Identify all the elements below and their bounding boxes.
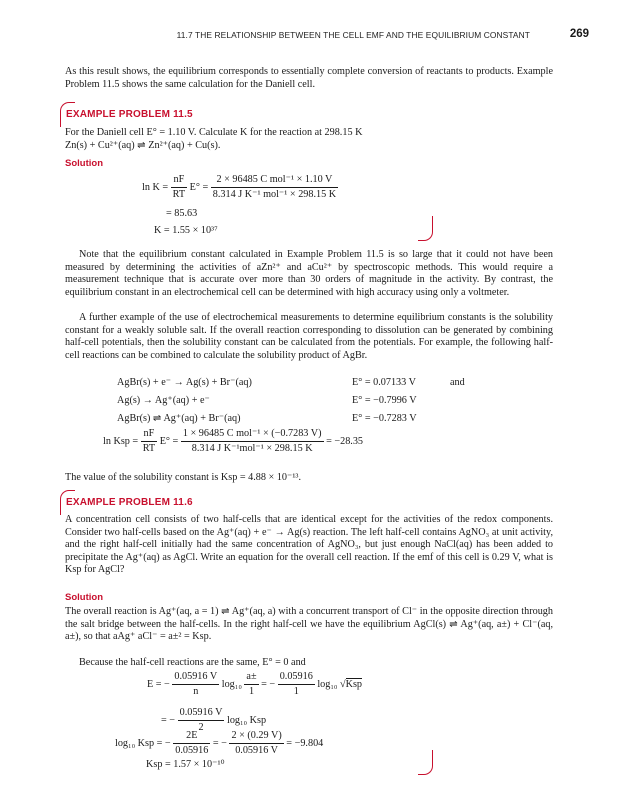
fraction-nf-rt: $\frac{nF}{RT}$: [172, 174, 186, 200]
example-11-6-problem: A concentration cell consists of two half-cells that are identical except for the activities of the redox components. Consider two half-cells based on the Ag⁺(aq) + e⁻ → Ag(s) reaction. The left half-cell contains AgNO₃ at unit activity, and the right half-cell initially had the same concentration of AgNO₃, but just enough NaCl(aq) has been added to precipitate the Ag⁺(aq) as AgCl. Write an equation for the overall cell reaction. If the emf of this cell is 0.29 V, what is Ksp for AgCl?: [65, 514, 553, 576]
equation-k-value: K = 1.55 × 10³⁷: [154, 225, 218, 236]
equation-ln-k: [142, 174, 338, 201]
halfcell-reaction: Ag(s) → Ag⁺(aq) + e⁻: [117, 395, 210, 406]
equation-ln-ksp: ln Ksp = $\frac{nF}{RT}$ E° = $\frac{\text{1 × 96485 C mol⁻¹ × (−0.7283 V)}}{\text{8.314 J K⁻¹mol⁻¹ × 298.15 K}}$ = −28.35: [103, 428, 364, 454]
body-paragraph-2: A further example of the use of electrochemical measurements to determine equilibrium constants is the solubility constant for a weakly soluble salt. If the overall reaction corresponding to dissolution can be generated by combining half-cell potentials, then the solubility constant can be calculated from the potentials. For example, the following half-cell reactions can be combined to calculate the solubility product of AgBr.: [65, 312, 553, 361]
equation-e: E = − $\frac{0.05916 V}{n}$ log₁₀ $\frac{a\pm}{1}$ = − $\frac{0.05916}{1}$ log₁₀ √Ksp: [147, 671, 363, 697]
equation-e-simplified: = − $\frac{0.05916 V}{2}$ log₁₀ Ksp: [161, 707, 267, 733]
solution-label: Solution: [65, 158, 103, 169]
ksp-value-sentence: The value of the solubility constant is Ksp = 4.88 × 10⁻¹³.: [65, 472, 302, 483]
halfcell-suffix: and: [450, 377, 465, 388]
running-header: [0, 28, 626, 42]
equation-result: = 85.63: [166, 208, 198, 219]
problem-reaction: Zn(s) + Cu²⁺(aq) ⇌ Zn²⁺(aq) + Cu(s).: [65, 139, 221, 151]
halfcell-potential: E° = −0.7996 V: [352, 395, 417, 406]
example-11-6-label: EXAMPLE PROBLEM 11.6: [66, 497, 193, 508]
fraction-nf-rt: $\frac{nF}{RT}$: [142, 428, 156, 454]
page-number: 269: [569, 28, 589, 40]
solution-text-2: Because the half-cell reactions are the same, E° = 0 and: [79, 657, 306, 668]
intro-paragraph: As this result shows, the equilibrium corresponds to essentially complete conversion of reactants to products. Example Problem 11.5 shows the same calculation for the Daniell cell.: [65, 66, 553, 90]
halfcell-reaction: AgBr(s) ⇌ Ag⁺(aq) + Br⁻(aq): [117, 413, 241, 424]
fraction-values: $\frac{\text{2 × 96485 C mol⁻¹ × 1.10 V}}{\text{8.314 J K⁻¹ mol⁻¹ × 298.15 K}}$: [212, 174, 337, 200]
eq-lhs: ln K =: [142, 181, 169, 193]
chapter-title: 11.7 THE RELATIONSHIP BETWEEN THE CELL EMF AND THE EQUILIBRIUM CONSTANT: [176, 30, 530, 40]
example-bracket-bottom: [418, 216, 433, 241]
halfcell-reaction: AgBr(s) + e⁻ → Ag(s) + Br⁻(aq): [117, 377, 252, 388]
halfcell-potential: E° = −0.7283 V: [352, 413, 417, 424]
eq-mid: E° =: [189, 181, 209, 193]
example-bracket-bottom: [418, 750, 433, 775]
solution-text: The overall reaction is Ag⁺(aq, a = 1) ⇌ Ag⁺(aq, a) with a concurrent transport of Cl⁻ in the opposite direction through the salt bridge between the half-cells. In the right half-cell we have the equilibrium AgCl(s) ⇌ Ag⁺(aq, a±) + Cl⁻(aq, a±), so that aAg⁺ aCl⁻ = a±² = Ksp.: [65, 606, 553, 643]
equation-log-ksp: log₁₀ Ksp = − $\frac{2E}{0.05916}$ = − $\frac{2 \times (0.29 V)}{0.05916 V}$ = −9.804: [115, 730, 324, 756]
problem-line: For the Daniell cell E° = 1.10 V. Calculate K for the reaction at 298.15 K: [65, 127, 363, 138]
equation-ksp-final: Ksp = 1.57 × 10⁻¹⁰: [146, 759, 225, 770]
body-paragraph-1: Note that the equilibrium constant calculated in Example Problem 11.5 is so large that it could not have been measured by determining the activities of aZn²⁺ and aCu²⁺ by spectroscopic methods. This would require a measurement technique that is accurate over more than 30 orders of magnitude in the activity. By contrast, the equilibrium constant in an electrochemical cell can be determined with high accuracy using only a voltmeter.: [65, 249, 553, 298]
fraction-values: $\frac{\text{1 × 96485 C mol⁻¹ × (−0.7283 V)}}{\text{8.314 J K⁻¹mol⁻¹ × 298.15 K}}$: [182, 428, 322, 454]
example-11-5-problem: [65, 127, 553, 152]
sqrt-symbol: √: [340, 678, 346, 690]
halfcell-potential: E° = 0.07133 V: [352, 377, 416, 388]
example-11-5-label: EXAMPLE PROBLEM 11.5: [66, 109, 193, 120]
solution-label: Solution: [65, 592, 103, 603]
